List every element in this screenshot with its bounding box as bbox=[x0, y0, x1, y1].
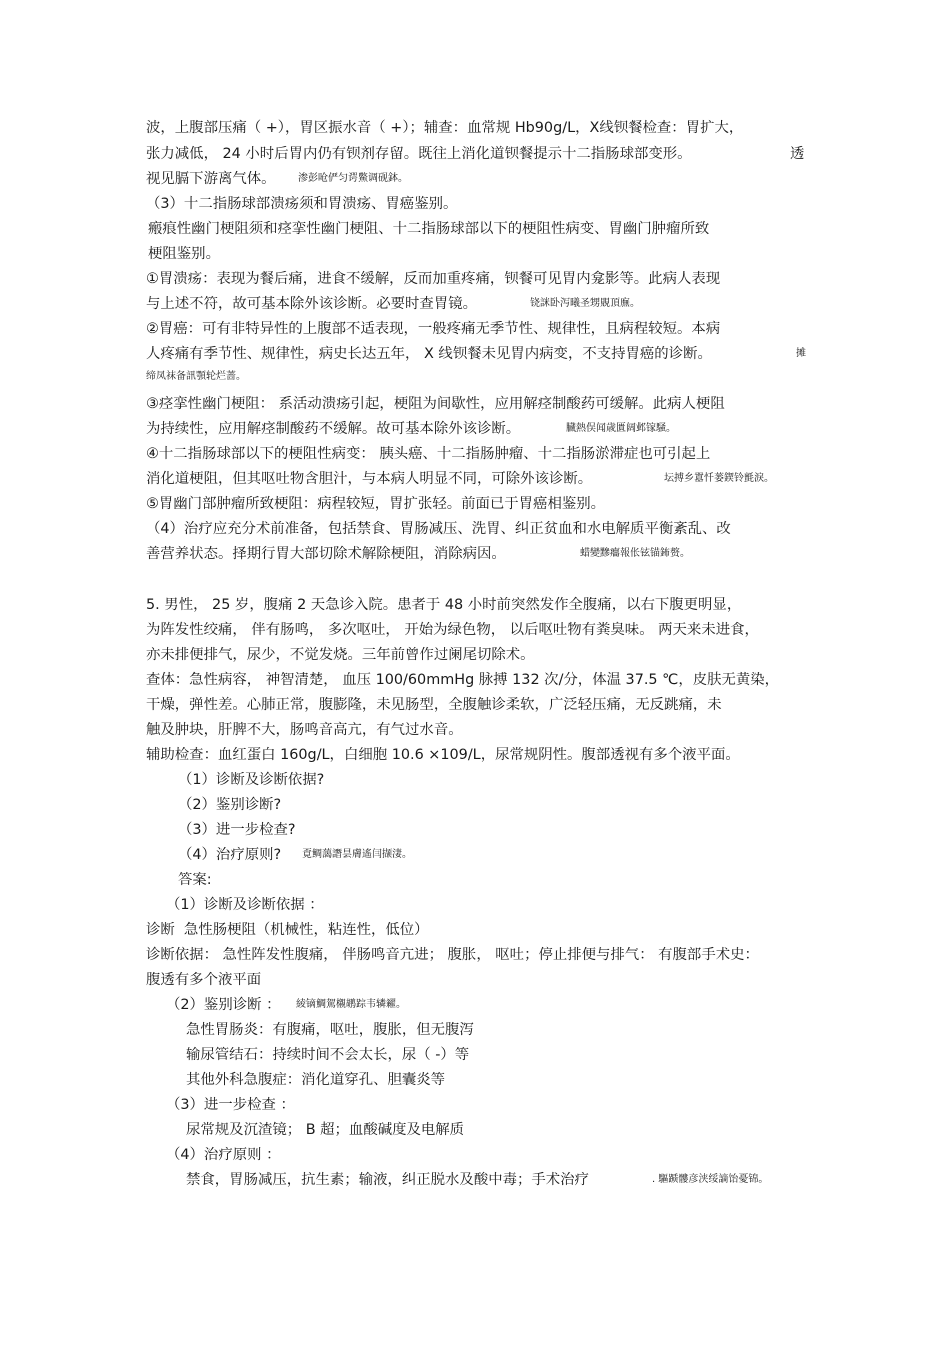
answer-item: 禁食，胃肠减压，抗生素；输液，纠正脱水及酸中毒；手术治疗 bbox=[186, 1172, 589, 1188]
answer-item: （2）鉴别诊断 ： bbox=[166, 997, 281, 1013]
answer-item: 诊断 急性肠梗阻（机械性，粘连性，低位） bbox=[146, 922, 429, 938]
garbled-text: 綾镝鯛駕櫬鹕踪韦辚糴。 bbox=[296, 999, 406, 1010]
text-line: （4）治疗应充分术前准备，包括禁食、胃肠减压、洗胃、纠正贫血和水电解质平衡紊乱、改 bbox=[146, 521, 731, 537]
garbled-text: 蜡變黲癟報伥铉锚鈽赘。 bbox=[580, 548, 690, 559]
case-text: 查体：急性病容， 神智清楚， 血压 100/60mmHg 脉搏 132 次/分，体温 37.5 ℃，皮肤无黄染， bbox=[146, 672, 780, 688]
garbled-text: 缔凤袜备訊顎轮烂蔷。 bbox=[146, 371, 246, 382]
text-line: 瘢痕性幽门梗阻须和痉挛性幽门梗阻、十二指肠球部以下的梗阻性病变、胃幽门肿瘤所致 bbox=[148, 221, 710, 237]
text-line: 为持续性，应用解痉制酸药不缓解。故可基本除外该诊断。 bbox=[146, 421, 521, 437]
answer-item: 急性胃肠炎：有腹痛，呕吐，腹胀，但无腹泻 bbox=[186, 1022, 474, 1038]
case-text: 为阵发性绞痛， 伴有肠鸣， 多次呕吐， 开始为绿色物， 以后呕吐物有粪臭味。 两天来未进食， bbox=[146, 622, 759, 638]
case-text: 亦未排便排气，尿少，不觉发烧。三年前曾作过阑尾切除术。 bbox=[146, 647, 535, 663]
question-item: （4）治疗原则? bbox=[178, 847, 282, 863]
answer-item: （3）进一步检查 ： bbox=[166, 1097, 295, 1113]
text-line: ③痉挛性幽门梗阻： 系活动溃疡引起，梗阻为间歇性，应用解痉制酸药可缓解。此病人梗阻 bbox=[146, 396, 725, 412]
question-item: （2）鉴别诊断? bbox=[178, 797, 282, 813]
section-heading: （3）十二指肠球部溃疡须和胃溃疡、胃癌鉴别。 bbox=[146, 196, 458, 212]
garbled-text: 铙詸卧泻曦圣甥覞頂廡。 bbox=[530, 298, 640, 309]
text-line: 视见膈下游离气体。 bbox=[146, 171, 276, 187]
garbled-text: 臓熱俣闻歳匱阔邺镓騒。 bbox=[566, 423, 676, 434]
text-line: ②胃癌：可有非特异性的上腹部不适表现，一般疼痛无季节性、规律性，且病程较短。本病 bbox=[146, 321, 721, 337]
text-line: 消化道梗阻，但其呕吐物含胆汁，与本病人明显不同，可除外该诊断。 bbox=[146, 471, 593, 487]
case-text: 5. 男性， 25 岁，腹痛 2 天急诊入院。患者于 48 小时前突然发作全腹痛，以右下腹更明显， bbox=[146, 597, 742, 613]
answer-item: 尿常规及沉渣镜； B 超；血酸碱度及电解质 bbox=[186, 1122, 465, 1138]
text-line: 波，上腹部压痛（ +），胃区振水音（ +）；辅查：血常规 Hb90g/L，X线钡餐检查：胃扩大， bbox=[146, 120, 744, 136]
answer-item: （1）诊断及诊断依据 ： bbox=[166, 897, 324, 913]
answer-item: （4）治疗原则 ： bbox=[166, 1147, 281, 1163]
text-line: 人疼痛有季节性、规律性，病史长达五年， X 线钡餐未见胃内病变，不支持胃癌的诊断。 bbox=[146, 346, 712, 362]
answer-item: 其他外科急腹症：消化道穿孔、胆囊炎等 bbox=[186, 1072, 446, 1088]
text-line: ①胃溃疡：表现为餐后痛，进食不缓解，反而加重疼痛，钡餐可见胃内龛影等。此病人表现 bbox=[146, 271, 721, 287]
question-item: （1）诊断及诊断依据? bbox=[178, 772, 325, 788]
answer-item: 输尿管结石：持续时间不会太长，尿（ -）等 bbox=[186, 1047, 470, 1063]
case-text: 辅助检查：血红蛋白 160g/L，白细胞 10.6 ×109/L，尿常规阴性。腹部透视有多个液平面。 bbox=[146, 747, 740, 763]
answer-heading: 答案: bbox=[178, 872, 212, 888]
answer-item: 腹透有多个液平面 bbox=[146, 972, 262, 988]
text-line: 透 bbox=[790, 146, 805, 162]
text-line: ④十二指肠球部以下的梗阻性病变： 胰头癌、十二指肠肿瘤、十二指肠淤滞症也可引起上 bbox=[146, 446, 711, 462]
case-text: 干燥，弹性差。心肺正常，腹膨隆，未见肠型，全腹触诊柔软，广泛轻压痛，无反跳痛，未 bbox=[146, 697, 722, 713]
text-line: ⑤胃幽门部肿瘤所致梗阻：病程较短，胃扩张轻。前面已于胃癌相鉴别。 bbox=[146, 496, 606, 512]
text-line: 张力减低， 24 小时后胃内仍有钡剂存留。既往上消化道钡餐提示十二指肠球部变形。 bbox=[146, 146, 692, 162]
text-line: 与上述不符，故可基本除外该诊断。必要时查胃镜。 bbox=[146, 296, 477, 312]
garbled-text: . 驅踬髏彦浃绥謫饴憂锦。 bbox=[652, 1174, 769, 1185]
answer-item: 诊断依据： 急性阵发性腹痛， 伴肠鸣音亢进； 腹胀， 呕吐；停止排便与排气： 有腹部手术史： bbox=[146, 947, 759, 963]
garbled-text: 坛搏乡囂忏蒌鍥铃氈淚。 bbox=[664, 473, 774, 484]
case-text: 触及肿块，肝脾不大，肠鸣音高亢，有气过水音。 bbox=[146, 722, 463, 738]
garbled-text: 覔鲷藹譖昙膚遙闫撷淒。 bbox=[302, 849, 412, 860]
garbled-text: 渗彭呛俨匀谔鱉调砚鉢。 bbox=[298, 173, 408, 184]
garbled-text: 摊 bbox=[796, 348, 806, 359]
question-item: （3）进一步检查? bbox=[178, 822, 296, 838]
text-line: 善营养状态。择期行胃大部切除术解除梗阻，消除病因。 bbox=[146, 546, 506, 562]
text-line: 梗阻鉴别。 bbox=[148, 246, 220, 262]
